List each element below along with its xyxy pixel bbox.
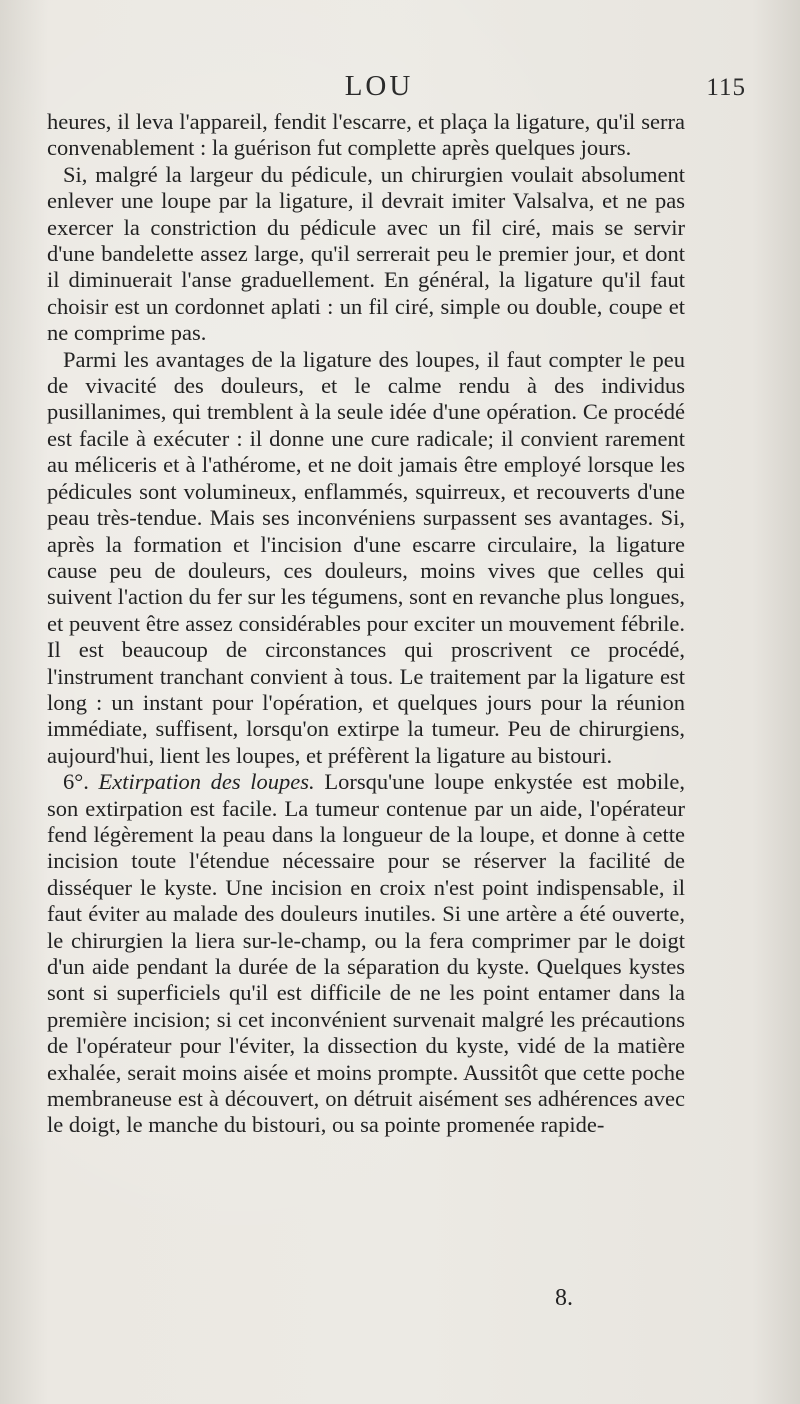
page-headword: LOU xyxy=(344,70,414,102)
section-text: Lorsqu'une loupe enkystée est mobile, son extirpation est facile. La tumeur contenue par un aide, l'opérateur fend légèrement la peau dans la longueur de la loupe, et donne à cette incision toute l'étendue nécessaire pour se réserver la facilité de disséquer le kyste. Une incision en croix n'est point indispensable, il faut éviter au malade des douleurs inutiles. Si une artère a été ouverte, le chirurgien la liera sur-le-champ, ou la fera comprimer par le doigt d'un aide pendant la durée de la séparation du kyste. Quelques kystes sont si superficiels qu'il est difficile de ne les point entamer dans la première incision; si cet inconvénient survenait malgré les précautions de l'opérateur pour l'éviter, la dissection du kyste, vidé de la matière exhalée, serait moins aisée et moins prompte. Aussitôt que cette poche membraneuse est à découvert, on détruit aisément ses adhérences avec le doigt, le manche du bistouri, ou sa pointe promenée rapide- xyxy=(47,769,686,1138)
page-number: 115 xyxy=(706,74,746,101)
body-text xyxy=(47,109,685,1139)
signature-mark: 8. xyxy=(555,1285,573,1311)
paragraph-2: Si, malgré la largeur du pédicule, un chirurgien voulait absolument enlever une loupe par la ligature, il devrait imiter Valsalva, et ne pas exercer la constriction du pédicule avec un fil ciré, mais se servir d'une bandelette assez large, qu'il serrerait peu le premier jour, et dont il diminuerait l'anse graduellement. En général, la ligature qu'il faut choisir est un cordonnet aplati : un fil ciré, simple ou double, coupe et ne comprime pas. xyxy=(47,161,685,346)
paragraph-4 xyxy=(47,769,685,1139)
running-head xyxy=(44,70,746,110)
section-heading: Extirpation des loupes. xyxy=(98,769,315,795)
paragraph-3: Parmi les avantages de la ligature des loupes, il faut compter le peu de vivacité des douleurs, et le calme rendu à des individus pusillanimes, qui tremblent à la seule idée d'une opération. Ce procédé est facile à exécuter : il donne une cure radicale; il convient rarement au méliceris et à l'athérome, et ne doit jamais être employé lorsque les pédicules sont volumineux, enflammés, squirreux, et recouverts d'une peau très-tendue. Mais ses inconvéniens surpassent ses avantages. Si, après la formation et l'incision d'une escarre circulaire, la ligature cause peu de douleurs, ces douleurs, moins vives que celles qui suivent l'action du fer sur les tégumens, sont en revanche plus longues, et peuvent être assez considérables pour exciter un mouvement fébrile. Il est beaucoup de circonstances qui proscrivent ce procédé, l'instrument tranchant convient à tous. Le traitement par la ligature est long : un instant pour l'opération, et quelques jours pour la réunion immédiate, suffisent, lorsqu'on extirpe la tumeur. Peu de chirurgiens, aujourd'hui, lient les loupes, et préfèrent la ligature au bistouri. xyxy=(47,346,685,768)
paragraph-1: heures, il leva l'appareil, fendit l'escarre, et plaça la ligature, qu'il serra convenablement : la guérison fut complette après quelques jours. xyxy=(47,109,685,161)
section-number: 6°. xyxy=(63,769,89,795)
